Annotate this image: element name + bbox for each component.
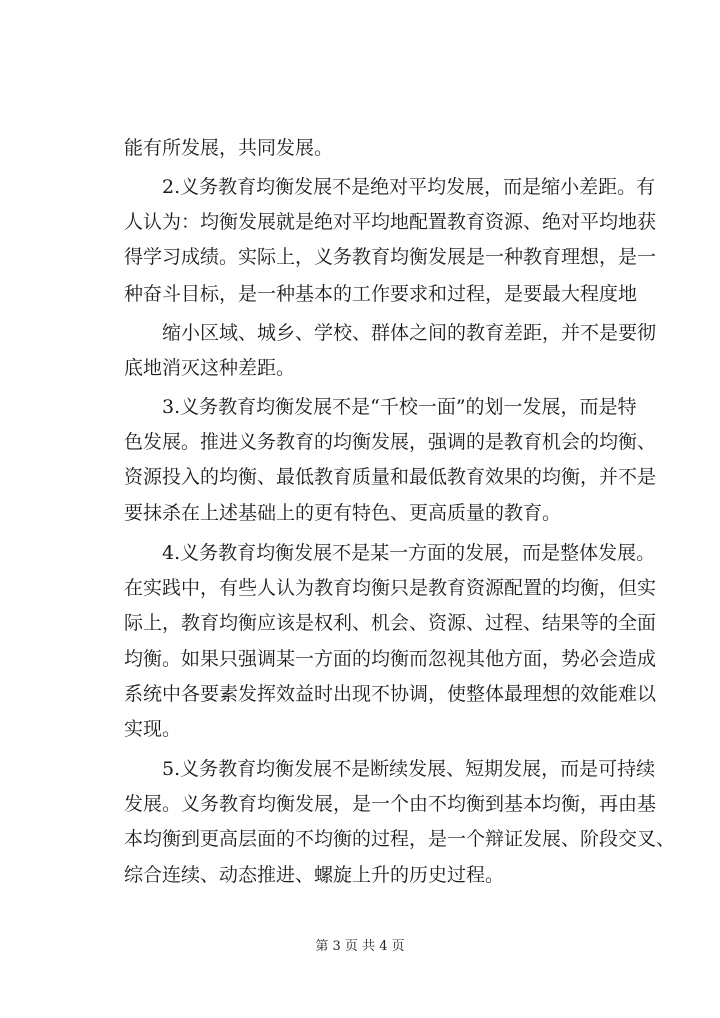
text-line: 发展。义务教育均衡发展，是一个由不均衡到基本均衡，再由基 <box>124 793 657 815</box>
text-line: 2.义务教育均衡发展不是绝对平均发展，而是缩小差距。有 <box>162 176 656 198</box>
text-line: 实现。 <box>124 718 182 740</box>
text-line: 得学习成绩。实际上，义务教育均衡发展是一种教育理想，是一 <box>124 246 657 268</box>
text-line: 系统中各要素发挥效益时出现不协调，使整体最理想的效能难以 <box>124 683 657 705</box>
text-line: 3.义务教育均衡发展不是“千校一面”的划一发展，而是特 <box>162 396 637 418</box>
text-line: 资源投入的均衡、最低教育质量和最低教育效果的均衡，并不是 <box>124 466 657 488</box>
text-line: 色发展。推进义务教育的均衡发展，强调的是教育机会的均衡、 <box>124 431 657 453</box>
text-line: 人认为：均衡发展就是绝对平均地配置教育资源、绝对平均地获 <box>124 211 657 233</box>
text-line: 均衡。如果只强调某一方面的均衡而忽视其他方面，势必会造成 <box>124 648 657 670</box>
text-line: 要抹杀在上述基础上的更有特色、更高质量的教育。 <box>124 502 562 524</box>
text-line: 底地消灭这种差距。 <box>124 357 296 379</box>
text-line: 种奋斗目标，是一种基本的工作要求和过程，是要最大程度地 <box>124 283 638 305</box>
text-line: 在实践中，有些人认为教育均衡只是教育资源配置的均衡，但实 <box>124 577 657 599</box>
text-line: 际上，教育均衡应该是权利、机会、资源、过程、结果等的全面 <box>124 612 657 634</box>
text-line: 缩小区域、城乡、学校、群体之间的教育差距，并不是要彻 <box>162 322 657 344</box>
page-number-footer: 第 3 页 共 4 页 <box>315 939 405 954</box>
text-line: 4.义务教育均衡发展不是某一方面的发展，而是整体发展。 <box>162 542 656 564</box>
text-line: 能有所发展，共同发展。 <box>124 137 334 159</box>
text-line: 综合连续、动态推进、螺旋上升的历史过程。 <box>124 864 505 886</box>
text-line: 5.义务教育均衡发展不是断续发展、短期发展，而是可持续 <box>162 758 656 780</box>
text-line: 本均衡到更高层面的不均衡的过程，是一个辩证发展、阶段交叉、 <box>124 828 676 850</box>
